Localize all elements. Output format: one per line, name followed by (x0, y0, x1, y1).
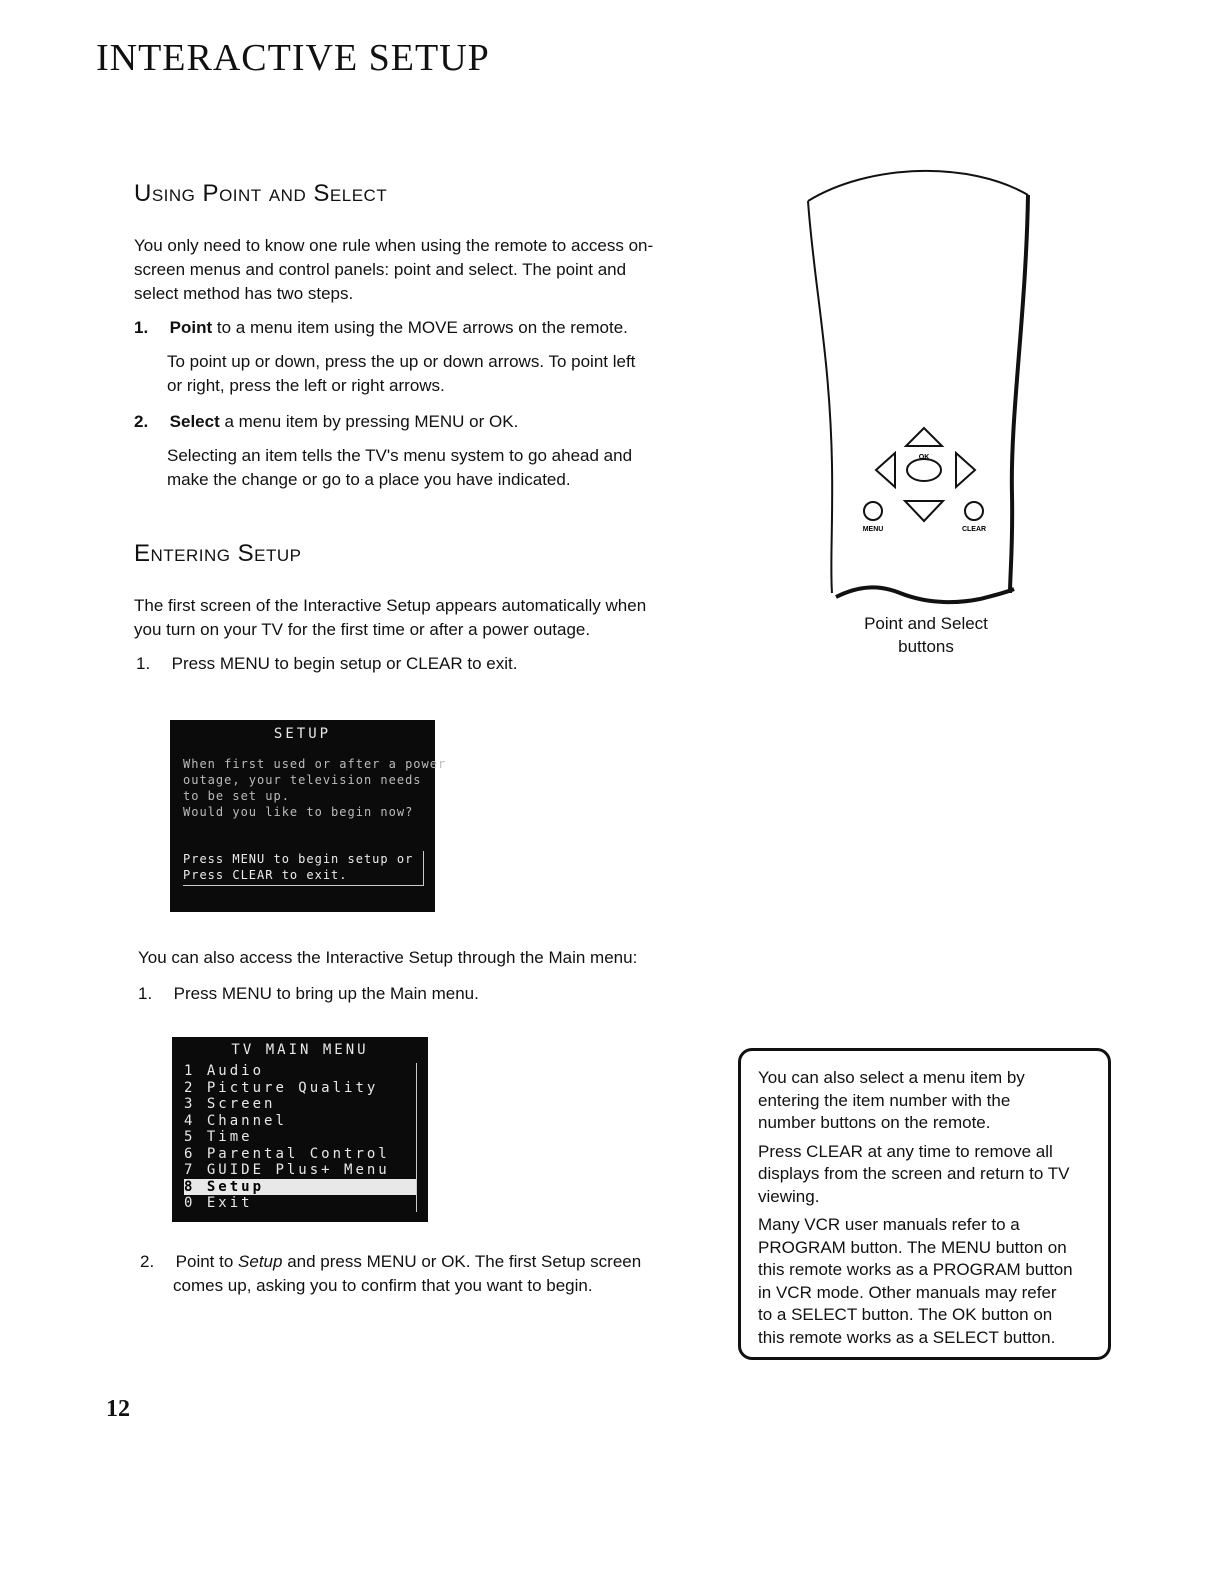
menu-item-label: Exit (206, 1195, 253, 1211)
menu-item-label: Picture Quality (206, 1079, 379, 1096)
step-italic: Setup (238, 1252, 283, 1271)
section-heading-point-select: Using Point and Select (134, 180, 388, 207)
step-keyword: Point (169, 318, 213, 337)
tip-paragraph (758, 1067, 1103, 1135)
main-menu-item[interactable] (184, 1179, 416, 1196)
menu-item-number: 7 (184, 1162, 196, 1178)
main-menu-screen (172, 1037, 428, 1222)
setup-screen-line: When first used or after a power (183, 757, 447, 771)
tip-paragraph (758, 1141, 1103, 1209)
menu-item-number: 5 (184, 1129, 196, 1145)
also-access-text: You can also access the Interactive Setup through the Main menu: (138, 948, 638, 967)
step-select-detail (167, 444, 707, 492)
down-arrow-icon[interactable] (905, 501, 943, 521)
tip-line: this remote works as a SELECT button. (758, 1327, 1056, 1347)
step-point-detail (167, 350, 707, 398)
step-number: 1. (136, 654, 151, 673)
tip-line: number buttons on the remote. (758, 1113, 991, 1132)
clear-button-icon[interactable] (965, 502, 983, 520)
tip-line: this remote works as a PROGRAM button (758, 1260, 1073, 1279)
setup-screen-footer-line: Press MENU to begin setup or (183, 852, 414, 866)
ok-label: OK (918, 454, 930, 461)
step-text: Press MENU to begin setup or CLEAR to exit. (171, 654, 518, 673)
step-press-menu (136, 652, 716, 676)
step-press-menu-main (138, 982, 718, 1006)
step-point-setup-line2: comes up, asking you to confirm that you want to begin. (173, 1276, 593, 1295)
section2-intro (134, 594, 714, 642)
menu-item-label: Parental Control (206, 1145, 390, 1162)
setup-screen-footer-line: Press CLEAR to exit. (183, 868, 348, 882)
step-number: 1. (134, 318, 149, 337)
menu-label: MENU (862, 526, 884, 533)
page-number: 12 (106, 1396, 130, 1422)
step-text: and press MENU or OK. The first Setup screen (282, 1252, 642, 1271)
main-menu-list (184, 1063, 417, 1212)
tip-line: Press CLEAR at any time to remove all (758, 1141, 1053, 1161)
tip-note-box (738, 1048, 1111, 1360)
detail-line: To point up or down, press the up or down arrows. To point left (167, 352, 636, 371)
step-number: 1. (138, 984, 153, 1003)
menu-item-label: Setup (206, 1178, 265, 1195)
caption-line: Point and Select (864, 614, 988, 633)
caption-line: buttons (898, 637, 954, 656)
tip-line: PROGRAM button. The MENU button on (758, 1237, 1067, 1257)
main-menu-item[interactable] (184, 1129, 416, 1146)
menu-item-number: 6 (184, 1145, 196, 1162)
main-menu-item[interactable] (184, 1146, 416, 1163)
main-menu-item[interactable] (184, 1162, 416, 1179)
step-number: 2. (134, 412, 149, 431)
remote-bottom-edge (836, 587, 1014, 602)
intro-line: you turn on your TV for the first time or after a power outage. (134, 620, 591, 639)
ok-button-icon[interactable] (907, 459, 941, 481)
step-number: 2. (140, 1252, 155, 1271)
menu-item-number: 1 (184, 1063, 196, 1079)
remote-illustration (800, 165, 1050, 610)
intro-line: You only need to know one rule when using the remote to access on- (134, 236, 654, 255)
menu-item-label: Audio (206, 1063, 265, 1079)
up-arrow-icon[interactable] (906, 428, 942, 446)
tip-paragraph (758, 1214, 1103, 1349)
tip-note-content (758, 1067, 1103, 1355)
tip-line: in VCR mode. Other manuals may refer (758, 1282, 1057, 1302)
section-heading-entering-setup: Entering Setup (134, 540, 302, 567)
menu-button-icon[interactable] (864, 502, 882, 520)
intro-line: screen menus and control panels: point and select. The point and (134, 260, 627, 279)
step-text: to a menu item using the MOVE arrows on the remote. (212, 318, 628, 337)
menu-item-number: 8 (184, 1178, 196, 1195)
main-menu-item[interactable] (184, 1096, 416, 1113)
tip-line: Many VCR user manuals refer to a (758, 1215, 1020, 1234)
tip-line: to a SELECT button. The OK button on (758, 1305, 1053, 1324)
remote-right-edge (1010, 195, 1028, 593)
intro-line: select method has two steps. (134, 284, 354, 303)
setup-screen-title: SETUP (273, 726, 332, 742)
detail-line: Selecting an item tells the TV's menu system to go ahead and (167, 446, 633, 465)
step-point (134, 316, 714, 340)
section1-intro (134, 234, 714, 306)
setup-screen-line: outage, your television needs (183, 773, 422, 787)
tip-line: displays from the screen and return to TV (758, 1164, 1070, 1183)
remote-caption (826, 612, 1026, 658)
main-menu-item[interactable] (184, 1080, 416, 1097)
remote-top-edge (808, 171, 1028, 201)
menu-item-label: Channel (206, 1112, 287, 1129)
menu-item-label: GUIDE Plus+ Menu (206, 1162, 390, 1178)
intro-line: The first screen of the Interactive Setup appears automatically when (134, 596, 647, 615)
setup-screen (170, 720, 447, 912)
clear-label: CLEAR (961, 526, 987, 533)
right-arrow-icon[interactable] (956, 453, 975, 487)
step-text: a menu item by pressing MENU or OK. (219, 412, 519, 431)
tip-line: viewing. (758, 1186, 820, 1206)
page-title: INTERACTIVE SETUP (96, 37, 490, 79)
menu-item-label: Screen (206, 1096, 276, 1112)
remote-left-edge (808, 201, 832, 593)
step-text: Press MENU to bring up the Main menu. (173, 984, 479, 1003)
tip-line: You can also select a menu item by (758, 1068, 1025, 1087)
menu-item-number: 2 (184, 1079, 196, 1096)
main-menu-item[interactable] (184, 1113, 416, 1130)
main-menu-title: TV MAIN MENU (231, 1042, 369, 1058)
setup-screen-line: Would you like to begin now? (183, 805, 414, 819)
menu-item-number: 4 (184, 1112, 196, 1129)
left-arrow-icon[interactable] (876, 453, 895, 487)
menu-item-label: Time (206, 1129, 253, 1145)
menu-item-number: 3 (184, 1096, 196, 1112)
menu-item-number: 0 (184, 1195, 196, 1211)
detail-line: make the change or go to a place you have indicated. (167, 470, 571, 489)
detail-line: or right, press the left or right arrows. (167, 376, 445, 395)
main-menu-item[interactable] (184, 1195, 416, 1212)
tip-line: entering the item number with the (758, 1090, 1011, 1110)
main-menu-item[interactable] (184, 1063, 416, 1080)
setup-screen-line: to be set up. (183, 789, 290, 803)
step-text: Point to (175, 1252, 239, 1271)
step-point-setup (140, 1250, 720, 1274)
step-select (134, 410, 714, 434)
step-keyword: Select (169, 412, 220, 431)
